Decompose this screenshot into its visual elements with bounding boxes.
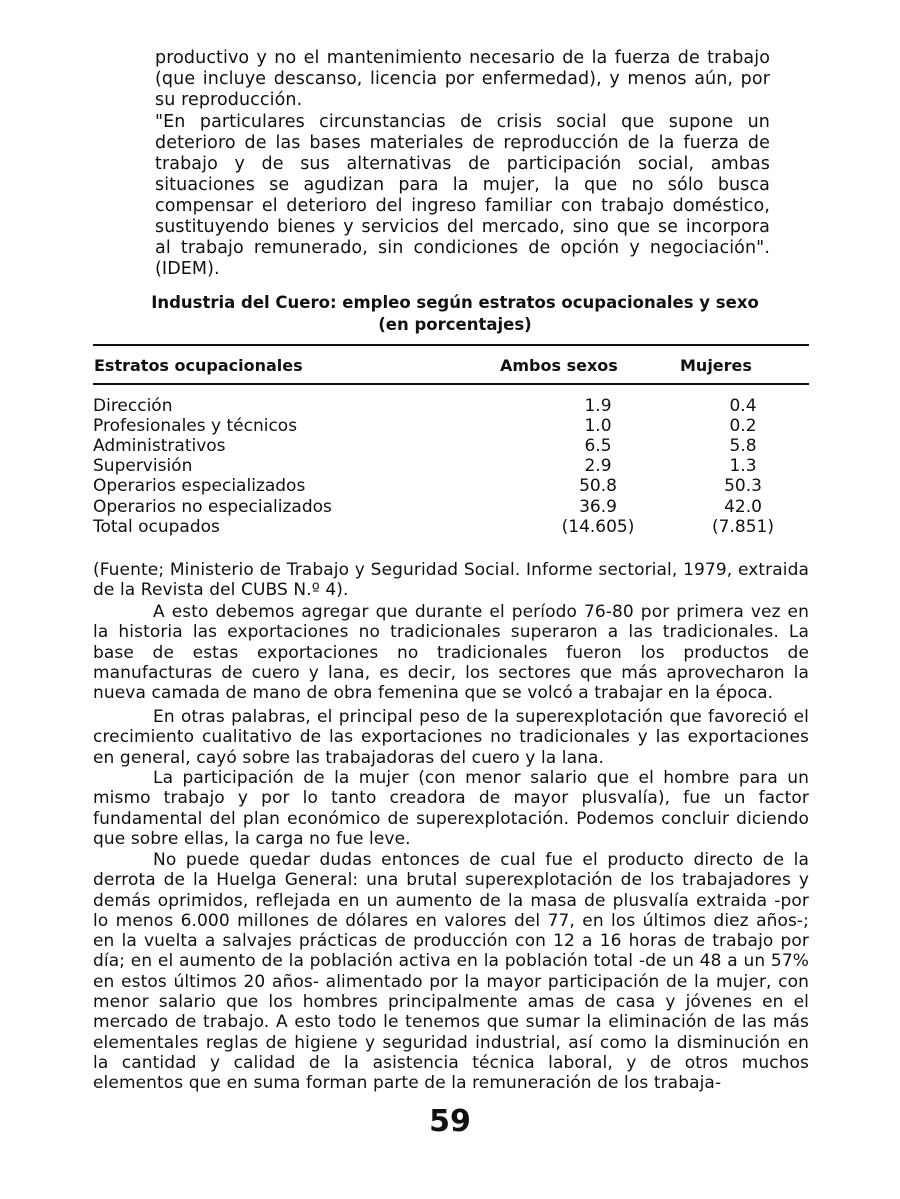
table-cell-both-sexes: 2.9	[584, 456, 612, 476]
table-cell-both-sexes: 1.9	[584, 396, 612, 416]
table-row-total	[93, 517, 809, 537]
table-title	[100, 292, 810, 336]
table-header-rule	[93, 383, 809, 385]
table-cell-strata: Supervisión	[93, 456, 193, 476]
table-title-line2: (en porcentajes)	[378, 315, 532, 334]
table-cell-both-sexes: 36.9	[579, 497, 617, 517]
table-cell-women: 5.8	[729, 436, 757, 456]
table-cell-women: 42.0	[724, 497, 762, 517]
table-header-both-sexes: Ambos sexos	[500, 356, 618, 375]
table-top-rule	[93, 344, 809, 346]
paragraph-general-strike: No puede quedar dudas entonces de cual fue el producto directo de la derrota de la Huelga General: una brutal superexplotación de los trabajadores y demás oprimidos, reflejada en un aumento de la masa de plusvalía extraida -por lo menos 6.000 millones de dólares en valores del 77, en los últimos diez años-; en la vuelta a salvajes prácticas de producción con 12 a 16 horas de trabajo por día; en el aumento de la población activa en la población total -de un 48 a un 57% en estos últimos 20 años- alimentado por la mayor participación de la mujer, con menor salario que los hombres principalmente amas de casa y jóvenes en el mercado de trabajo. A esto todo le tenemos que sumar la eliminación de las más elementales reglas de higiene y seguridad industrial, así como la disminución en la cantidad y calidad de la asistencia técnica laboral, y de otros muchos elementos que en suma forman parte de la remuneración de los trabaja-	[93, 850, 809, 1094]
paragraph-quote: "En particulares circunstancias de crisis social que supone un deterioro de las bases materiales de reproducción de la fuerza de trabajo y de sus alternativas de participación social, ambas situaciones se agudizan para la mujer, la que no sólo busca compensar el deterioro del ingreso familiar con trabajo doméstico, sustituyendo bienes y servicios del mercado, sino que se incorpora al trabajo remunerado, sin condiciones de opción y negociación". (IDEM).	[155, 112, 770, 279]
table-row	[93, 456, 809, 476]
paragraph-exports: A esto debemos agregar que durante el período 76-80 por primera vez en la historia las exportaciones no tradicionales superaron a las tradicionales. La base de estas exportaciones no tradicionales fueron los productos de manufacturas de cuero y lana, es decir, los sectores que más aprovecharon la nueva camada de mano de obra femenina que se volcó a trabajar en la época.	[93, 602, 809, 704]
table-cell-strata: Operarios especializados	[93, 476, 306, 496]
table-row	[93, 436, 809, 456]
table-cell-strata: Profesionales y técnicos	[93, 416, 298, 436]
table-cell-women: 1.3	[729, 456, 757, 476]
paragraph-superexploitation: En otras palabras, el principal peso de la superexplotación que favoreció el crecimiento cualitativo de las exportaciones no tradicionales y las exportaciones en general, cayó sobre las trabajadoras del cuero y la lana.	[93, 707, 809, 768]
page-number: 59	[429, 1104, 471, 1139]
paragraph-women-participation: La participación de la mujer (con menor salario que el hombre para un mismo trabajo y por lo tanto creadora de mayor plusvalía), fue un factor fundamental del plan económico de superexplotación. Podemos concluir diciendo que sobre ellas, la carga no fue leve.	[93, 768, 809, 849]
table-cell-strata: Operarios no especializados	[93, 497, 332, 517]
table-cell-women: 0.4	[729, 396, 757, 416]
table-row	[93, 416, 809, 436]
table-cell-both-sexes: (14.605)	[561, 517, 635, 537]
table-row	[93, 396, 809, 416]
table-cell-women: (7.851)	[712, 517, 774, 537]
table-title-line1: Industria del Cuero: empleo según estratos ocupacionales y sexo	[151, 293, 759, 312]
table-cell-both-sexes: 50.8	[579, 476, 617, 496]
table-row	[93, 497, 809, 517]
table-cell-women: 0.2	[729, 416, 757, 436]
table-cell-strata: Total ocupados	[93, 517, 220, 537]
table-cell-both-sexes: 1.0	[584, 416, 612, 436]
table-header-strata: Estratos ocupacionales	[94, 356, 303, 375]
table-cell-women: 50.3	[724, 476, 762, 496]
table-row	[93, 476, 809, 496]
table-cell-strata: Administrativos	[93, 436, 226, 456]
paragraph-intro-continuation: productivo y no el mantenimiento necesario de la fuerza de trabajo (que incluye descanso, licencia por enfermedad), y menos aún, por su reproducción.	[155, 48, 770, 110]
table-cell-strata: Dirección	[93, 396, 173, 416]
table-header-women: Mujeres	[680, 356, 752, 375]
source-note: (Fuente; Ministerio de Trabajo y Seguridad Social. Informe sectorial, 1979, extraida de la Revista del CUBS N.º 4).	[93, 560, 809, 601]
table-cell-both-sexes: 6.5	[584, 436, 612, 456]
